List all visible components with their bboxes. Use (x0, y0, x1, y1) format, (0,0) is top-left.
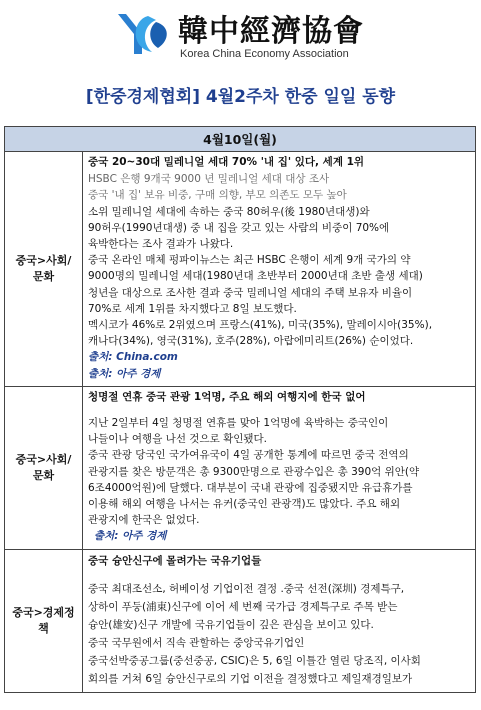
table-row (5, 549, 476, 692)
category-label: 문화 (32, 269, 55, 283)
article-subheading: HSBC 은행 9개국 9000 년 밀레니얼 세대 대상 조사 (88, 173, 330, 186)
article-line: 관광지를 찾은 방문객은 총 9300만명으로 관광수입은 총 390억 위안(약 (88, 465, 420, 478)
article-line: 중국 온라인 매체 펑파이뉴스는 최근 HSBC 은행이 세계 9개 국가의 약 (88, 254, 411, 267)
org-subtitle: Korea China Economy Association (180, 48, 349, 60)
category-label: 책 (38, 621, 49, 635)
table-row (5, 152, 476, 387)
article-headline: 청명절 연휴 중국 관광 1억명, 주요 해외 여행지에 한국 없어 (88, 390, 366, 403)
article-source: 출처: 아주 경제 (94, 530, 167, 543)
category-label: 문화 (32, 468, 55, 482)
org-name: 韓中經濟協會 (178, 14, 364, 49)
article-line: 중국선박중공그룹(중선중공, CSIC)은 5, 6일 이틀간 열린 당조직, 이사회 (88, 654, 421, 667)
page-header (0, 0, 481, 72)
article-headline: 중국 슝안신구에 몰려가는 국유기업들 (88, 554, 262, 567)
article-content (83, 386, 476, 549)
article-line: 6조4000억원)에 달했다. 대부분이 국내 관광에 집중됐지만 유급휴가를 (88, 481, 413, 494)
article-line: 중국 최대조선소, 허베이성 기업이전 결정 .중국 선전(深圳) 경제특구, (88, 582, 405, 595)
news-table (4, 126, 476, 693)
article-line: 슝안(雄安)신구 개발에 국유기업들이 깊은 관심을 보이고 있다. (88, 618, 374, 631)
article-source: 출처: 아주 경제 (88, 367, 161, 380)
article-subheading: 중국 '내 집' 보유 비중, 구매 의향, 부모 의존도 모두 높아 (88, 189, 347, 202)
category-label: 중국>사회/ (15, 452, 72, 466)
article-line: 소위 밀레니얼 세대에 속하는 중국 80허우(後 1980년대생)와 (88, 205, 370, 218)
article-line: 육박한다는 조사 결과가 나왔다. (88, 238, 234, 251)
article-content (83, 152, 476, 387)
article-source: 출처: China.com (88, 351, 178, 364)
category-cell (5, 152, 83, 387)
article-line: 관광지에 한국은 없었다. (88, 514, 200, 527)
article-line: 청년을 대상으로 조사한 결과 중국 밀레니얼 세대의 주택 보유자 비율이 (88, 286, 413, 299)
article-line: 캐나다(34%), 영국(31%), 호주(28%), 아랍에미리트(26%) 순이었다. (88, 335, 414, 348)
article-line: 상하이 푸둥(浦東)신구에 이어 세 번째 국가급 경제특구로 주목 받는 (88, 600, 398, 613)
article-line: 지난 2일부터 4일 청명절 연휴를 맞아 1억명에 육박하는 중국인이 (88, 417, 389, 430)
article-line: 멕시코가 46%로 2위였으며 프랑스(41%), 미국(35%), 말레이시아(35%), (88, 319, 433, 332)
document-title: [한중경제협회] 4월2주차 한중 일일 동향 (85, 87, 396, 107)
article-line: 회의를 거쳐 6일 슝안신구로의 기업 이전을 결정했다고 제일재경일보가 (88, 672, 413, 685)
article-content (83, 549, 476, 692)
article-line: 9000명의 밀레니얼 세대(1980년대 초반부터 2000년대 초반 출생 세대) (88, 270, 423, 283)
category-cell (5, 386, 83, 549)
association-logo-icon (112, 10, 174, 58)
article-line: 90허우(1990년대생) 중 내 집을 갖고 있는 사람의 비중이 70%에 (88, 221, 390, 234)
category-label: 중국>사회/ (15, 253, 72, 267)
article-line: 중국 국무원에서 직속 관할하는 중앙국유기업인 (88, 636, 305, 649)
article-line: 이용해 해외 여행을 나서는 유커(중국인 관광객)도 많았다. 주요 해외 (88, 498, 401, 511)
article-headline: 중국 20~30대 밀레니얼 세대 70% '내 집' 있다, 세계 1위 (88, 156, 365, 168)
article-line: 나들이나 여행을 나선 것으로 확인됐다. (88, 433, 267, 446)
article-line: 70%로 세계 1위를 차지했다고 8일 보도했다. (88, 302, 297, 315)
category-label: 중국>경제정 (12, 605, 75, 619)
date-header: 4월10일(월) (5, 127, 476, 152)
category-cell (5, 549, 83, 692)
article-line: 중국 관광 당국인 국가여유국이 4일 공개한 통계에 따르면 중국 전역의 (88, 449, 409, 462)
table-row (5, 386, 476, 549)
